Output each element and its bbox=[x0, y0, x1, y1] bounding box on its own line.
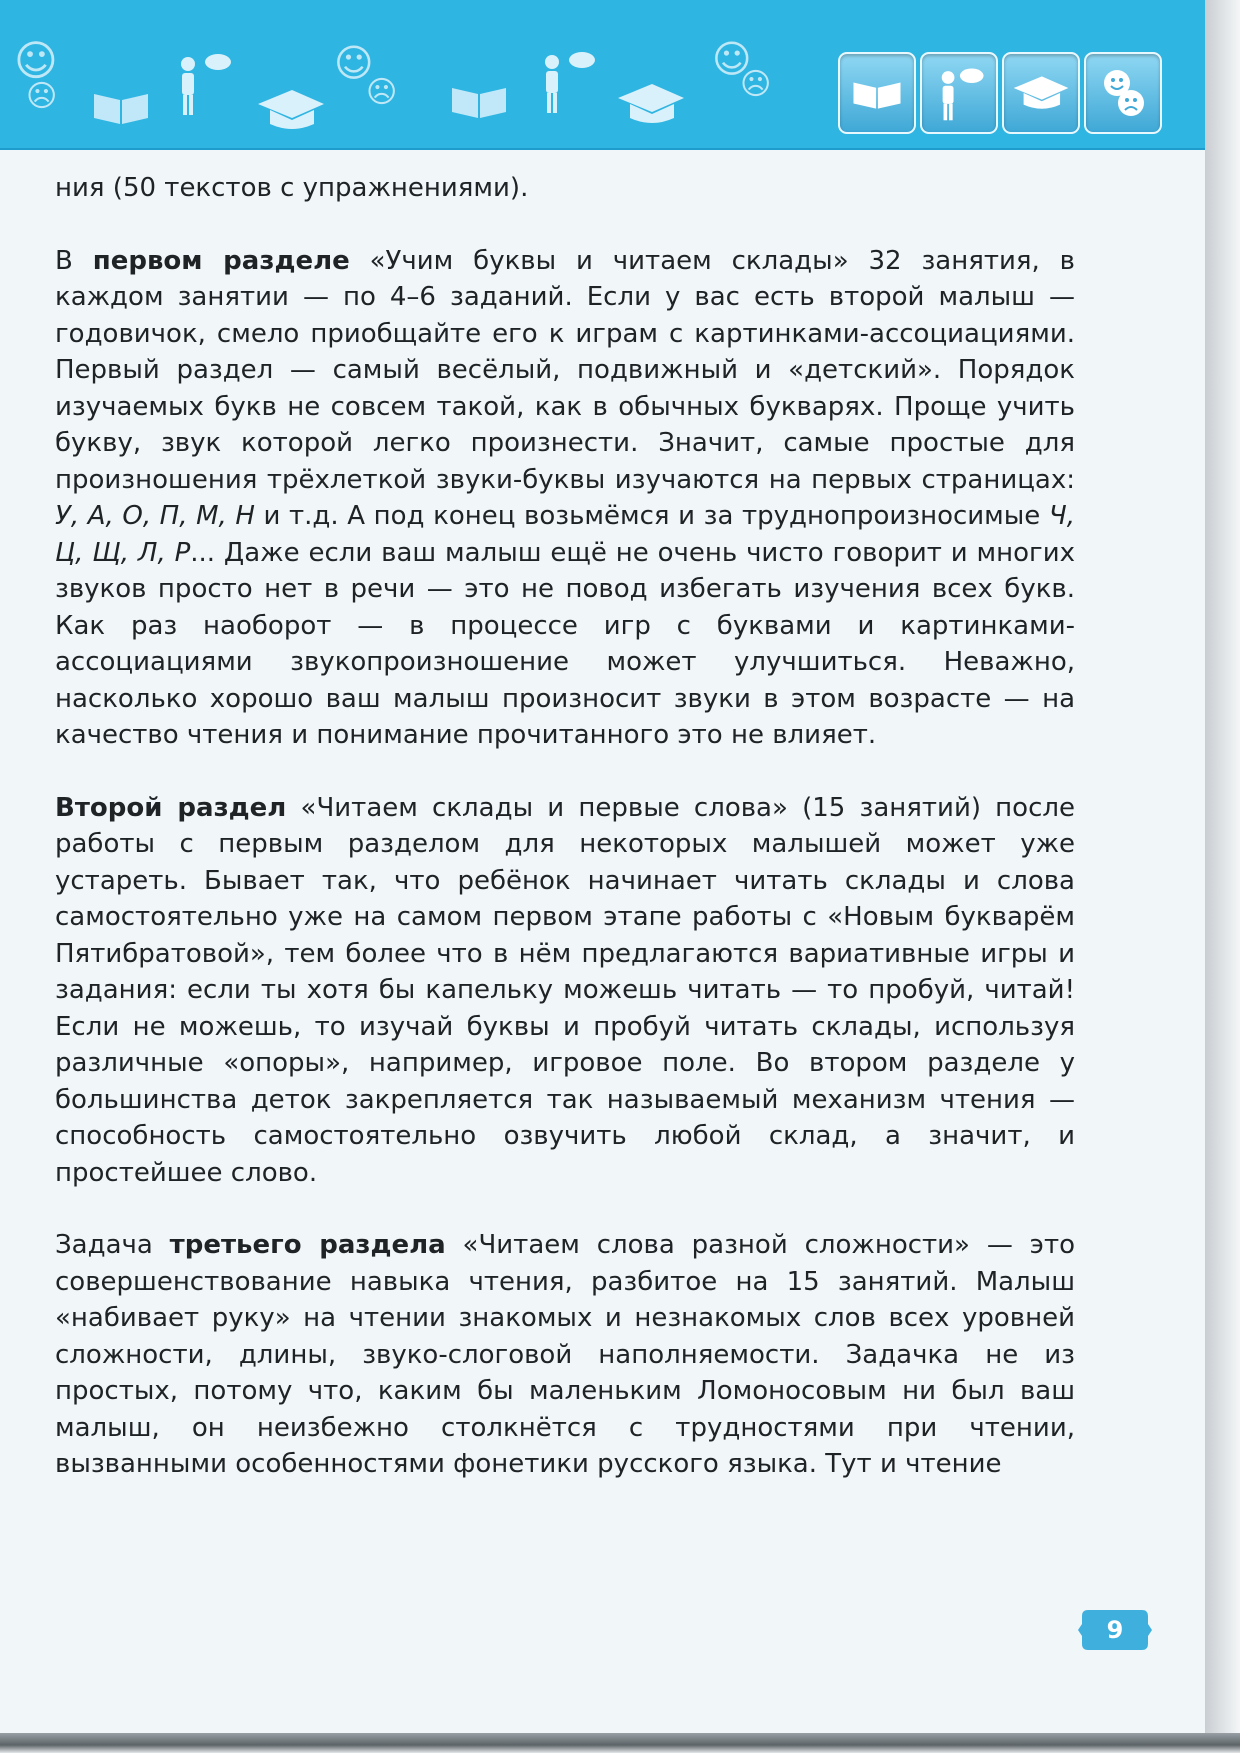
person-speech-icon bbox=[174, 52, 234, 122]
page-number: 9 bbox=[1106, 1616, 1124, 1644]
person-speech-icon bbox=[538, 50, 598, 120]
graduation-cap-icon bbox=[256, 86, 326, 138]
paragraph-section-2: Второй раздел «Читаем склады и первые слова» (15 занятий) после работы с первым разделом для некоторых малышей может уже устареть. Бывает так, что ребёнок начинает читать склады и слова самостоятельно уже на самом первом этапе работы с «Новым букварём Пятибратовой», тем более что в нём предлагаются вариативные игры и задания: если ты хотя бы капельку можешь читать — то пробуй, читай! Если не можешь, то изучай буквы и пробуй читать склады, используя различные «опоры», например, игровое поле. Во втором разделе у большинства деток закрепляется так называемый механизм чтения — способность самостоятельно озвучить любой склад, а значит, и простейшее слово. bbox=[55, 792, 1075, 1188]
smiley-icon: ☺ bbox=[334, 41, 374, 85]
smiley-icon: ☺ bbox=[712, 37, 752, 81]
header-banner bbox=[0, 0, 1205, 150]
smiley-icon bbox=[1095, 65, 1151, 121]
page-edge-bottom bbox=[0, 1733, 1240, 1753]
smiley-icon: ☹ bbox=[740, 67, 772, 102]
section-3-title: третьего раздела bbox=[169, 1230, 446, 1260]
page-edge-right bbox=[1205, 0, 1240, 1753]
smiley-icon: ☹ bbox=[366, 75, 398, 110]
letters-easy: У, А, О, П, М, Н bbox=[55, 501, 255, 531]
letters-hard: Ч, Ц, Щ, Л, Р bbox=[55, 501, 1075, 568]
graduation-cap-icon bbox=[1012, 71, 1070, 115]
smiley-icon: ☺ bbox=[14, 36, 58, 85]
person-speech-icon bbox=[931, 63, 987, 123]
body-text bbox=[55, 170, 1075, 1483]
badge-smiley bbox=[1084, 52, 1162, 134]
paragraph-continuation: ния (50 текстов с упражнениями). bbox=[55, 173, 529, 203]
badge-cap bbox=[1002, 52, 1080, 134]
section-1-title: первом разделе bbox=[92, 245, 350, 276]
section-badges bbox=[838, 52, 1162, 136]
badge-person bbox=[920, 52, 998, 134]
book-icon bbox=[850, 73, 904, 113]
badge-book bbox=[838, 52, 916, 134]
graduation-cap-icon bbox=[616, 80, 686, 132]
smiley-icon: ☹ bbox=[26, 79, 58, 114]
book-icon bbox=[90, 86, 152, 130]
book-icon bbox=[448, 80, 510, 124]
page-number-badge bbox=[1078, 1608, 1152, 1652]
paragraph-section-3: Задача третьего раздела «Читаем слова разной сложности» — это совершенствование навыка чтения, разбитое на 15 занятий. Малыш «набивает руку» на чтении знакомых и незнакомых слов всех уровней сложности, длины, звуко-слоговой наполняемости. Задачка не из простых, потому что, каким бы маленьким Ломоносовым ни был ваш малыш, он неизбежно столкнётся с трудностями при чтении, вызванными особенностями фонетики русского языка. Тут и чтение bbox=[55, 1230, 1075, 1479]
section-2-title: Второй раздел bbox=[55, 792, 287, 823]
paragraph-section-1: В первом разделе «Учим буквы и читаем склады» 32 занятия, в каждом занятии — по 4–6 заданий. Если у вас есть второй малыш — годовичок, смело приобщайте его к играм с картинками-ассоциациями. Первый раздел — самый весёлый, подвижный и «детский». Порядок изучаемых букв не совсем такой, как в обычных букварях. Проще учить букву, звук которой легко произнести. Значит, самые простые для произношения трёхлеткой звуки-буквы изучаются на первых страницах: У, А, О, П, М, Н и т.д. А под конец возьмёмся и за труднопроизносимые Ч, Ц, Щ, Л, Р... Даже если ваш малыш ещё не очень чисто говорит и многих звуков просто нет в речи — это не повод избегать изучения всех букв. Как раз наоборот — в процессе игр с буквами и картинками-ассоциациями звукопроизношение может улучшиться. Неважно, насколько хорошо ваш малыш произносит звуки в этом возрасте — на качество чтения и понимание прочитанного это не влияет. bbox=[55, 245, 1076, 750]
